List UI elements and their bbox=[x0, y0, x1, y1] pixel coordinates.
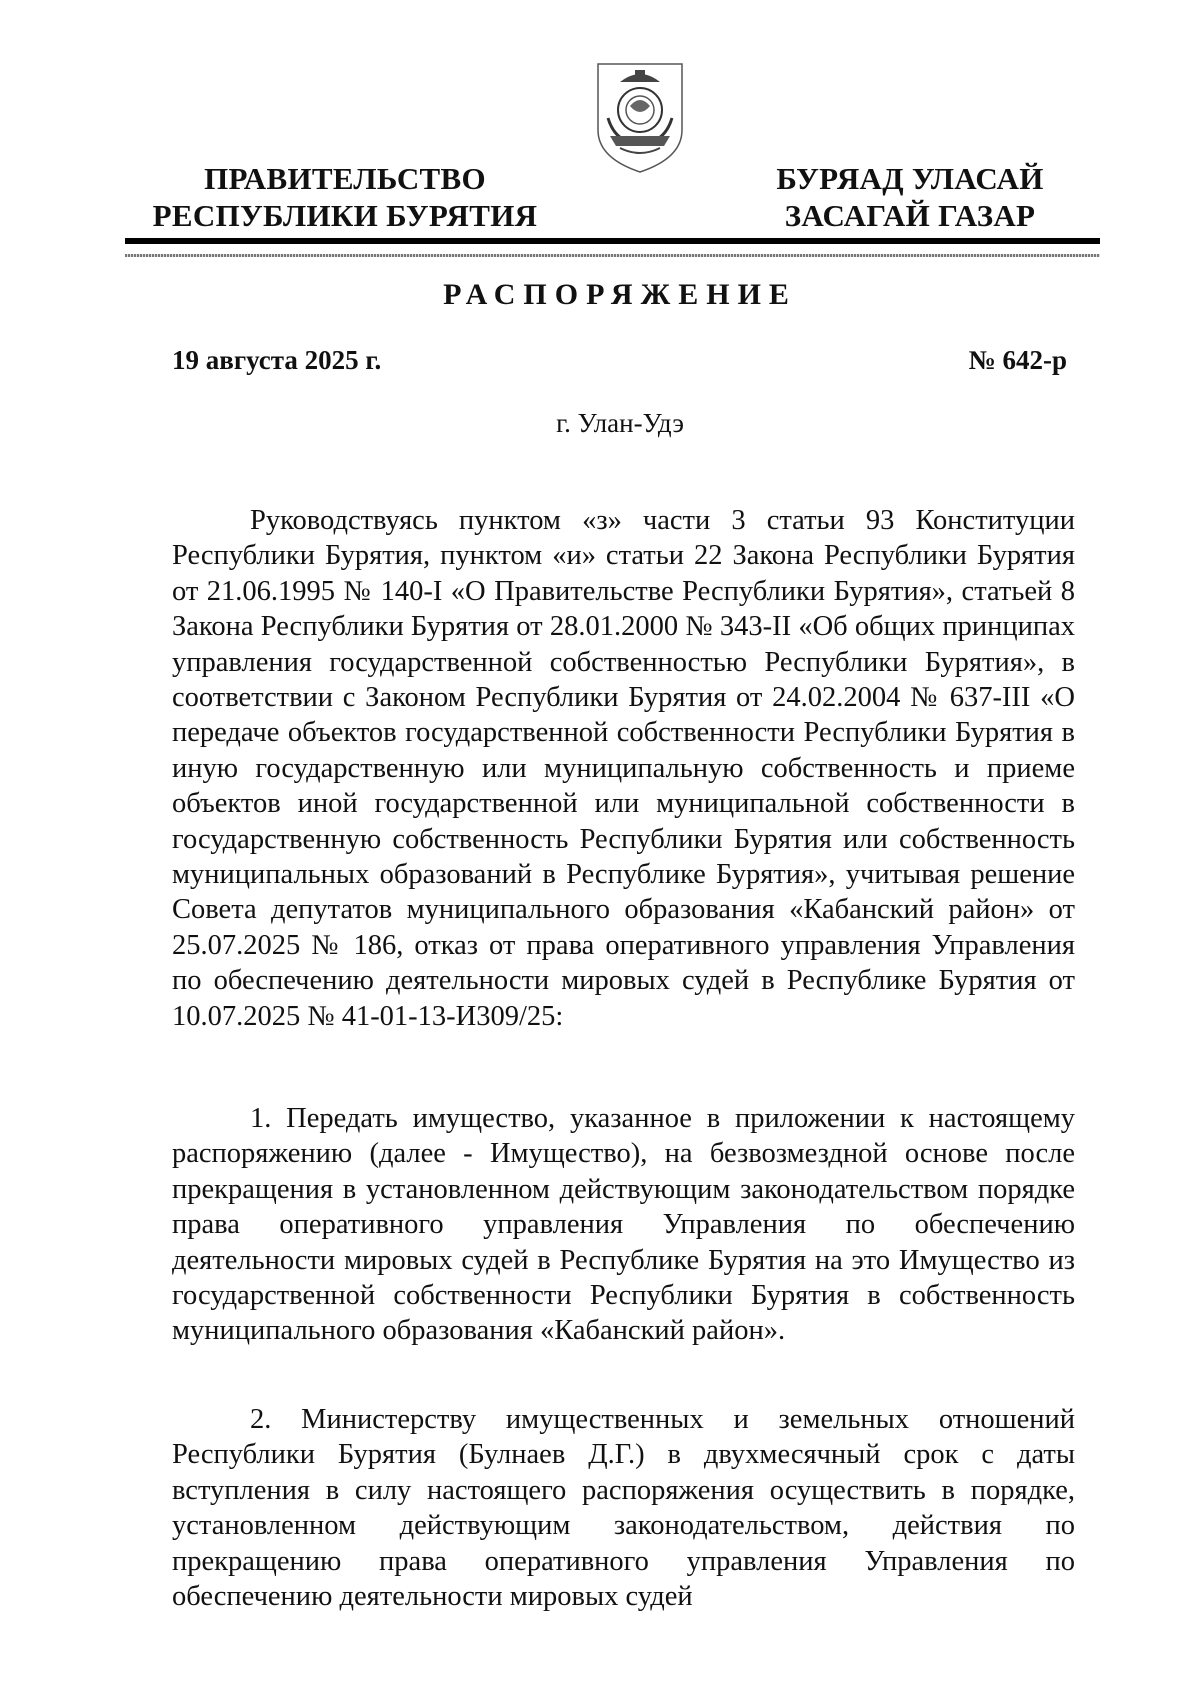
document-date: 19 августа 2025 г. bbox=[172, 345, 382, 375]
government-name-russian bbox=[145, 160, 545, 234]
document-type-title: РАСПОРЯЖЕНИЕ bbox=[443, 278, 797, 311]
org-right-line1: БУРЯАД УЛАСАЙ bbox=[776, 161, 1044, 196]
item-2-paragraph: 2. Министерству имущественных и земельных отношений Республики Бурятия (Булнаев Д.Г.) в двухмесячный срок с даты вступления в силу настоящего распоряжения осуществить в порядке, установленном действующим законодательством, действия по прекращению права оперативного управления Управления по обеспечению деятельности мировых судей bbox=[172, 1404, 1075, 1613]
header-divider-thick bbox=[125, 238, 1100, 244]
org-left-line1: ПРАВИТЕЛЬСТВО bbox=[204, 161, 486, 196]
item-1-paragraph: 1. Передать имущество, указанное в приложении к настоящему распоряжению (далее - Имущество), на безвозмездной основе после прекращения в установленном действующим законодательством порядке права оперативного управления Управления по обеспечению деятельности мировых судей в Республике Бурятия на это Имущество из государственной собственности Республики Бурятия в собственность муниципального образования «Кабанский район». bbox=[172, 1103, 1075, 1347]
document-number: № 642-р bbox=[968, 345, 1067, 375]
item-2-block bbox=[172, 1402, 1075, 1614]
org-right-line2: ЗАСАГАЙ ГАЗАР bbox=[784, 198, 1036, 233]
preamble-paragraph: Руководствуясь пунктом «з» части 3 статьи 93 Конституции Республики Бурятия, пунктом «и» статьи 22 Закона Республики Бурятия от 21.06.1995 № 140-I «О Правительстве Республики Бурятия», статьей 8 Закона Республики Бурятия от 28.01.2000 № 343-II «Об общих принципах управления государственной собственностью Республики Бурятия», в соответствии с Законом Республики Бурятия от 24.02.2004 № 637-III «О передаче объектов государственной собственности Республики Бурятия в иную государственную или муниципальную собственность и приеме объектов иной государственной или муниципальной собственности в государственную собственность Республики Бурятия или собственность муниципальных образований в Республике Бурятия», учитывая решение Совета депутатов муниципального образования «Кабанский район» от 25.07.2025 № 186, отказ от права оперативного управления Управления по обеспечению деятельности мировых судей в Республике Бурятия от 10.07.2025 № 41-01-13-И309/25: bbox=[172, 505, 1075, 1032]
document-city: г. Улан-Удэ bbox=[556, 408, 684, 438]
item-1-block bbox=[172, 1101, 1075, 1349]
coat-of-arms-emblem bbox=[590, 58, 690, 176]
org-left-line2: РЕСПУБЛИКИ БУРЯТИЯ bbox=[152, 198, 538, 233]
government-name-buryat bbox=[745, 160, 1075, 234]
preamble-block bbox=[172, 503, 1075, 1034]
header-divider-thin bbox=[125, 254, 1100, 257]
